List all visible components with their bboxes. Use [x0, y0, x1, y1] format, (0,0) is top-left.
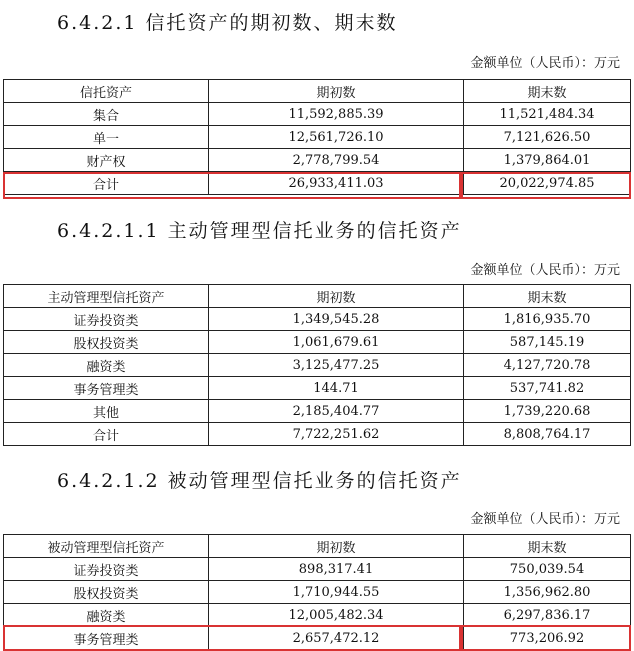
table-row — [4, 126, 631, 149]
cell-opening: 7,722,251.62 — [209, 423, 464, 446]
row-label: 证券投资类 — [4, 558, 209, 581]
row-label: 融资类 — [4, 354, 209, 377]
cell-closing: 750,039.54 — [464, 558, 631, 581]
cell-closing: 1,356,962.80 — [464, 581, 631, 604]
row-label: 事务管理类 — [4, 377, 209, 400]
trust-assets-table — [3, 79, 631, 195]
active-management-table — [3, 284, 631, 446]
table-row — [4, 581, 631, 604]
table-row — [4, 558, 631, 581]
table-row — [4, 627, 631, 650]
section-1-unit-label: 金额单位（人民币）：万元 — [470, 56, 620, 71]
table-total-row — [4, 172, 631, 195]
cell-opening: 2,185,404.77 — [209, 400, 464, 423]
column-header: 期末数 — [464, 535, 631, 558]
table-row — [4, 149, 631, 172]
row-label: 股权投资类 — [4, 581, 209, 604]
row-label: 事务管理类 — [4, 627, 209, 650]
column-header: 被动管理型信托资产 — [4, 535, 209, 558]
table-header-row — [4, 80, 631, 103]
table-row — [4, 331, 631, 354]
table-header-row — [4, 535, 631, 558]
cell-opening: 3,125,477.25 — [209, 354, 464, 377]
cell-closing: 8,808,764.17 — [464, 423, 631, 446]
cell-closing: 11,521,484.34 — [464, 103, 631, 126]
cell-opening: 898,317.41 — [209, 558, 464, 581]
cell-closing: 1,739,220.68 — [464, 400, 631, 423]
table-row — [4, 400, 631, 423]
table-row — [4, 354, 631, 377]
table-header-row — [4, 285, 631, 308]
column-header: 信托资产 — [4, 80, 209, 103]
column-header: 期初数 — [209, 285, 464, 308]
passive-management-table — [3, 534, 631, 650]
cell-closing: 773,206.92 — [464, 627, 631, 650]
row-label: 合计 — [4, 172, 209, 195]
cell-closing: 1,379,864.01 — [464, 149, 631, 172]
row-label: 单一 — [4, 126, 209, 149]
cell-closing: 20,022,974.85 — [464, 172, 631, 195]
row-label: 股权投资类 — [4, 331, 209, 354]
cell-closing: 7,121,626.50 — [464, 126, 631, 149]
section-2-unit-label: 金额单位（人民币）：万元 — [470, 263, 620, 278]
cell-opening: 144.71 — [209, 377, 464, 400]
table-row — [4, 377, 631, 400]
column-header: 期末数 — [464, 285, 631, 308]
column-header: 期初数 — [209, 535, 464, 558]
cell-closing: 6,297,836.17 — [464, 604, 631, 627]
table-total-row — [4, 423, 631, 446]
column-header: 期末数 — [464, 80, 631, 103]
section-3-unit-label: 金额单位（人民币）：万元 — [470, 512, 620, 527]
cell-opening: 12,561,726.10 — [209, 126, 464, 149]
section-3-title: 6.4.2.1.2 被动管理型信托业务的信托资产 — [57, 470, 462, 492]
table-row — [4, 308, 631, 331]
table-row — [4, 604, 631, 627]
row-label: 其他 — [4, 400, 209, 423]
row-label: 证券投资类 — [4, 308, 209, 331]
table-row — [4, 103, 631, 126]
cell-closing: 537,741.82 — [464, 377, 631, 400]
cell-opening: 12,005,482.34 — [209, 604, 464, 627]
row-label: 集合 — [4, 103, 209, 126]
cell-opening: 26,933,411.03 — [209, 172, 464, 195]
section-2-title: 6.4.2.1.1 主动管理型信托业务的信托资产 — [57, 220, 462, 242]
cell-opening: 11,592,885.39 — [209, 103, 464, 126]
cell-closing: 587,145.19 — [464, 331, 631, 354]
cell-opening: 1,061,679.61 — [209, 331, 464, 354]
cell-opening: 1,349,545.28 — [209, 308, 464, 331]
cell-opening: 2,778,799.54 — [209, 149, 464, 172]
row-label: 融资类 — [4, 604, 209, 627]
cell-opening: 2,657,472.12 — [209, 627, 464, 650]
column-header: 主动管理型信托资产 — [4, 285, 209, 308]
cell-opening: 1,710,944.55 — [209, 581, 464, 604]
row-label: 财产权 — [4, 149, 209, 172]
cell-closing: 1,816,935.70 — [464, 308, 631, 331]
cell-closing: 4,127,720.78 — [464, 354, 631, 377]
column-header: 期初数 — [209, 80, 464, 103]
row-label: 合计 — [4, 423, 209, 446]
section-1-title: 6.4.2.1 信托资产的期初数、期末数 — [57, 12, 398, 34]
